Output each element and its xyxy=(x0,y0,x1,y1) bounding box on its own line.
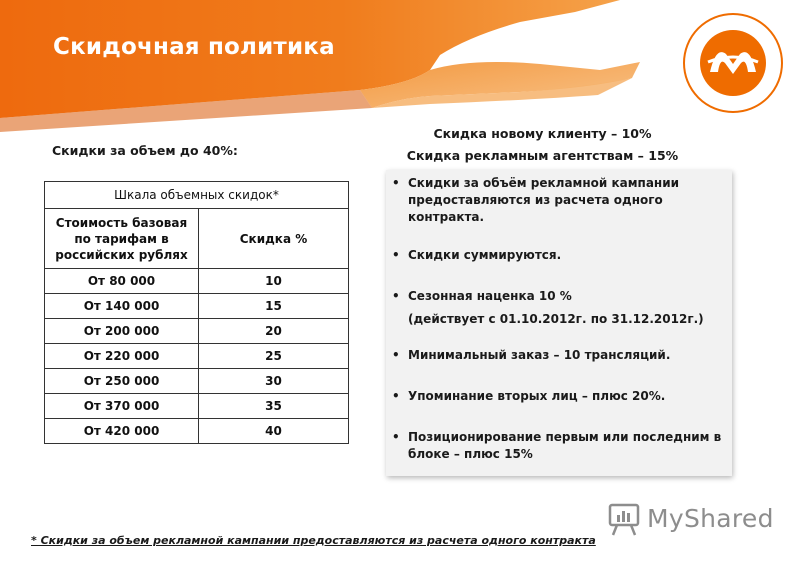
term-text: Скидки за объём рекламной кампании предоставляются из расчета одного контракта. xyxy=(408,176,680,224)
table-row xyxy=(45,294,349,319)
new-client-discount: Скидка новому клиенту – 10% xyxy=(433,126,652,141)
terms-panel xyxy=(386,170,732,476)
page-title: Скидочная политика xyxy=(53,34,335,60)
agency-discount: Скидка рекламным агентствам – 15% xyxy=(406,148,679,163)
discount-cell: 30 xyxy=(199,369,349,394)
bullet-icon: • xyxy=(392,248,400,262)
cost-cell: От 200 000 xyxy=(45,319,199,344)
volume-discount-table xyxy=(44,181,349,444)
presentation-board-icon xyxy=(607,500,643,538)
seasonal-period: (действует с 01.10.2012г. по 31.12.2012г.) xyxy=(408,312,704,326)
table-row xyxy=(45,319,349,344)
discount-cell: 25 xyxy=(199,344,349,369)
table-row xyxy=(45,269,349,294)
discount-cell: 20 xyxy=(199,319,349,344)
watermark xyxy=(607,500,774,540)
footnote: * Скидки за объем рекламной кампании предоставляются из расчета одного контракта xyxy=(31,534,596,547)
cost-cell: От 420 000 xyxy=(45,419,199,444)
table-row xyxy=(45,344,349,369)
bullet-icon: • xyxy=(392,289,400,303)
table-row xyxy=(45,419,349,444)
bullet-icon: • xyxy=(392,389,400,403)
list-item xyxy=(392,175,728,226)
cost-cell: От 80 000 xyxy=(45,269,199,294)
bullet-icon: • xyxy=(392,430,400,444)
discount-cell: 10 xyxy=(199,269,349,294)
term-text: Минимальный заказ – 10 трансляций. xyxy=(408,348,671,362)
cost-cell: От 370 000 xyxy=(45,394,199,419)
volume-discount-heading: Скидки за объем до 40%: xyxy=(52,143,238,158)
cost-cell: От 220 000 xyxy=(45,344,199,369)
discount-cell: 40 xyxy=(199,419,349,444)
bullet-icon: • xyxy=(392,348,400,362)
list-item xyxy=(392,347,728,364)
term-text: Упоминание вторых лиц – плюс 20%. xyxy=(408,389,666,403)
discount-cell: 15 xyxy=(199,294,349,319)
table-row xyxy=(45,394,349,419)
list-item xyxy=(392,429,728,463)
term-text: Сезонная наценка 10 % xyxy=(408,289,572,303)
column-header-cost: Стоимость базовая по тарифам в российских рублях xyxy=(45,209,199,269)
company-logo-icon xyxy=(678,0,788,126)
bullet-icon: • xyxy=(392,176,400,190)
term-text: Позиционирование первым или последним в блоке – плюс 15% xyxy=(408,430,722,461)
cost-cell: От 140 000 xyxy=(45,294,199,319)
term-text: Скидки суммируются. xyxy=(408,248,562,262)
list-item xyxy=(392,388,728,405)
column-header-discount: Скидка % xyxy=(199,209,349,269)
discount-cell: 35 xyxy=(199,394,349,419)
table-caption: Шкала объемных скидок* xyxy=(45,182,349,209)
list-item xyxy=(392,288,728,328)
watermark-text: MyShared xyxy=(647,504,774,533)
cost-cell: От 250 000 xyxy=(45,369,199,394)
list-item xyxy=(392,247,728,264)
table-row xyxy=(45,369,349,394)
